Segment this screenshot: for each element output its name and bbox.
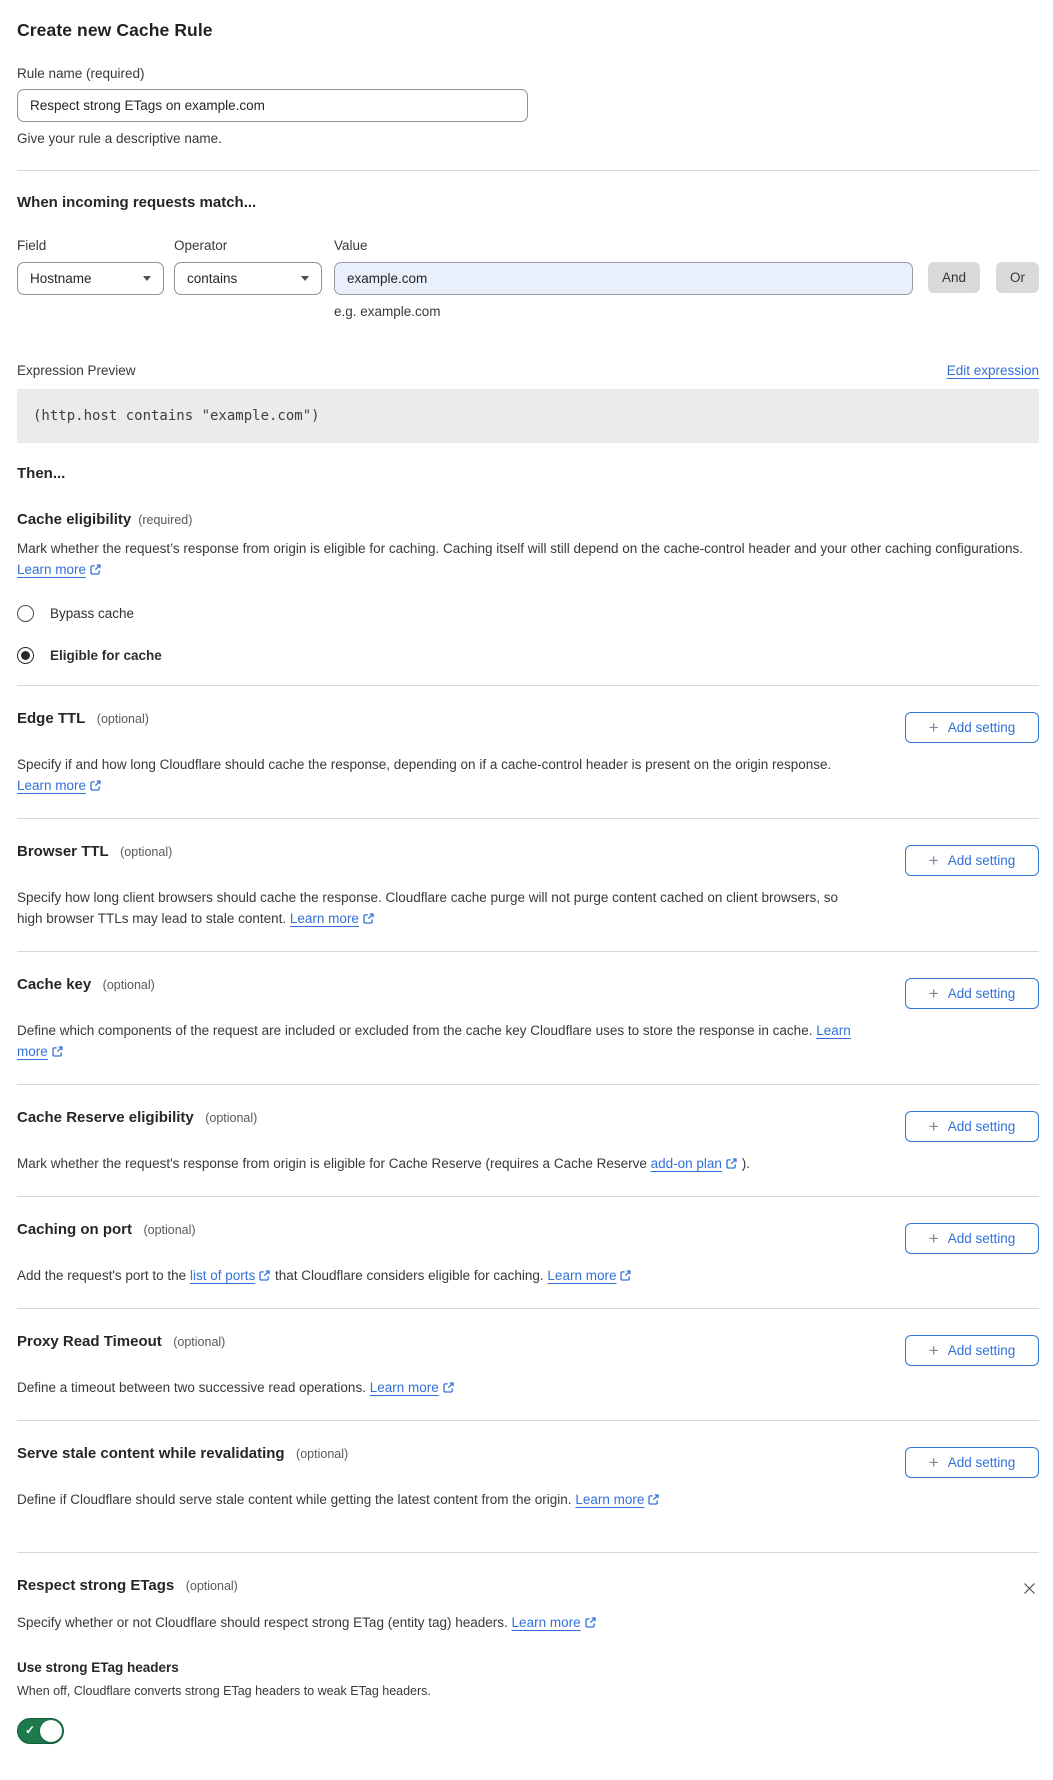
external-link-icon xyxy=(442,1379,455,1400)
operator-column xyxy=(174,238,322,319)
setting-description: Specify if and how long Cloudflare should cache the response, depending on if a cache-control header is present on the origin response. Learn more xyxy=(17,754,865,798)
rule-name-section xyxy=(17,66,1039,146)
optional-badge: (optional) xyxy=(205,1111,258,1125)
cache-eligibility-options xyxy=(17,603,1039,666)
plus-icon: + xyxy=(928,851,939,870)
cache-eligibility-title: Cache eligibility xyxy=(17,511,132,528)
field-select[interactable] xyxy=(17,262,164,295)
add-setting-button[interactable]: + Add setting xyxy=(905,1335,1039,1366)
radio-icon xyxy=(17,605,34,622)
and-or-buttons xyxy=(928,238,1039,319)
chevron-down-icon xyxy=(143,276,151,281)
setting-description: Add the request's port to the list of ports that Cloudflare considers eligible for caching. Learn more xyxy=(17,1265,865,1288)
operator-label: Operator xyxy=(174,238,228,253)
setting-title: Browser TTL xyxy=(17,843,109,860)
rule-name-helper: Give your rule a descriptive name. xyxy=(17,131,222,146)
setting-proxy-read-timeout xyxy=(17,1308,1039,1420)
plus-icon: + xyxy=(928,1229,939,1248)
optional-badge: (optional) xyxy=(296,1447,349,1461)
setting-caching-on-port xyxy=(17,1196,1039,1308)
setting-title: Edge TTL xyxy=(17,710,86,727)
operator-select[interactable] xyxy=(174,262,322,295)
field-column xyxy=(17,238,164,319)
close-icon[interactable] xyxy=(1020,1579,1039,1601)
add-setting-button[interactable]: + Add setting xyxy=(905,1223,1039,1254)
external-link-icon xyxy=(725,1155,738,1176)
add-setting-button[interactable]: + Add setting xyxy=(905,1447,1039,1478)
external-link-icon xyxy=(647,1491,660,1512)
use-strong-etag-headers-description: When off, Cloudflare converts strong ETag headers to weak ETag headers. xyxy=(17,1684,431,1698)
plus-icon: + xyxy=(928,1117,939,1136)
setting-cache-reserve-eligibility xyxy=(17,1084,1039,1196)
field-label: Field xyxy=(17,238,47,253)
expression-preview-label: Expression Preview xyxy=(17,363,136,378)
setting-serve-stale-content xyxy=(17,1420,1039,1532)
learn-more-link[interactable]: Learn more xyxy=(547,1268,632,1283)
value-column xyxy=(334,238,913,319)
setting-title: Caching on port xyxy=(17,1221,132,1238)
match-heading: When incoming requests match... xyxy=(17,194,257,211)
optional-badge: (optional) xyxy=(143,1223,196,1237)
setting-description: Specify how long client browsers should cache the response. Cloudflare cache purge will not purge content cached on client browsers, so high browser TTLs may lead to stale content. Learn more xyxy=(17,887,865,931)
radio-icon xyxy=(17,647,34,664)
plus-icon: + xyxy=(928,1453,939,1472)
edit-expression-link[interactable]: Edit expression xyxy=(946,363,1039,378)
add-on-plan-link[interactable]: add-on plan xyxy=(651,1156,738,1171)
cache-eligibility-section xyxy=(17,511,1039,666)
optional-badge: (optional) xyxy=(120,845,173,859)
radio-bypass-cache[interactable]: Bypass cache xyxy=(17,603,1039,624)
plus-icon: + xyxy=(928,1341,939,1360)
setting-title: Proxy Read Timeout xyxy=(17,1333,162,1350)
and-button[interactable]: And xyxy=(928,262,980,293)
setting-browser-ttl xyxy=(17,818,1039,951)
add-setting-button[interactable]: + Add setting xyxy=(905,1111,1039,1142)
required-badge: (required) xyxy=(138,513,193,527)
setting-description: Specify whether or not Cloudflare should respect strong ETag (entity tag) headers. Learn more xyxy=(17,1612,1039,1635)
radio-eligible-for-cache[interactable]: Eligible for cache xyxy=(17,645,1039,666)
external-link-icon xyxy=(619,1267,632,1288)
setting-description: Define which components of the request are included or excluded from the cache key Cloudflare uses to store the response in cache. Learn more xyxy=(17,1020,865,1064)
field-select-value: Hostname xyxy=(30,271,92,286)
value-label: Value xyxy=(334,238,368,253)
setting-title: Serve stale content while revalidating xyxy=(17,1445,285,1462)
setting-title: Cache Reserve eligibility xyxy=(17,1109,194,1126)
plus-icon: + xyxy=(928,984,939,1003)
external-link-icon xyxy=(362,910,375,931)
setting-edge-ttl xyxy=(17,685,1039,818)
add-setting-button[interactable]: + Add setting xyxy=(905,978,1039,1009)
cache-eligibility-description: Mark whether the request’s response from origin is eligible for caching. Caching itself will still depend on the cache-control header and your other caching configurations. Learn more xyxy=(17,538,1029,582)
strong-etag-toggle[interactable] xyxy=(17,1718,64,1744)
setting-description: Define a timeout between two successive read operations. Learn more xyxy=(17,1377,865,1400)
learn-more-link[interactable]: Learn more xyxy=(17,562,102,577)
expression-preview-header xyxy=(17,363,1039,378)
external-link-icon xyxy=(89,777,102,798)
setting-description: Define if Cloudflare should serve stale content while getting the latest content from the origin. Learn more xyxy=(17,1489,865,1512)
operator-select-value: contains xyxy=(187,271,238,286)
value-helper: e.g. example.com xyxy=(334,304,441,319)
use-strong-etag-headers-label: Use strong ETag headers xyxy=(17,1660,179,1675)
add-setting-button[interactable]: + Add setting xyxy=(905,712,1039,743)
optional-badge: (optional) xyxy=(185,1579,238,1593)
or-button[interactable]: Or xyxy=(996,262,1039,293)
learn-more-link[interactable]: Learn more xyxy=(512,1615,597,1630)
add-setting-button[interactable]: + Add setting xyxy=(905,845,1039,876)
learn-more-link[interactable]: Learn more xyxy=(17,778,102,793)
page-title: Create new Cache Rule xyxy=(17,20,213,40)
setting-title: Respect strong ETags xyxy=(17,1577,175,1594)
external-link-icon xyxy=(258,1267,271,1288)
then-heading: Then... xyxy=(17,465,66,482)
learn-more-link[interactable]: Learn more xyxy=(17,1023,851,1059)
toggle-knob xyxy=(40,1720,62,1742)
external-link-icon xyxy=(51,1043,64,1064)
chevron-down-icon xyxy=(301,276,309,281)
rule-name-label: Rule name (required) xyxy=(17,66,145,81)
external-link-icon xyxy=(584,1614,597,1635)
learn-more-link[interactable]: Learn more xyxy=(290,911,375,926)
setting-title: Cache key xyxy=(17,976,92,993)
setting-description: Mark whether the request's response from origin is eligible for Cache Reserve (requires a Cache Reserve add-on plan ). xyxy=(17,1153,865,1176)
optional-badge: (optional) xyxy=(96,712,149,726)
setting-cache-key xyxy=(17,951,1039,1084)
optional-badge: (optional) xyxy=(173,1335,226,1349)
check-icon: ✓ xyxy=(25,1723,36,1737)
plus-icon: + xyxy=(928,718,939,737)
external-link-icon xyxy=(89,561,102,582)
value-input[interactable] xyxy=(334,262,913,295)
optional-badge: (optional) xyxy=(102,978,155,992)
list-of-ports-link[interactable]: list of ports xyxy=(190,1268,271,1283)
learn-more-link[interactable]: Learn more xyxy=(575,1492,660,1507)
match-builder-row xyxy=(17,238,1039,319)
setting-respect-strong-etags xyxy=(17,1552,1039,1744)
rule-name-input[interactable] xyxy=(17,89,528,122)
expression-preview-code: (http.host contains "example.com") xyxy=(17,389,1039,443)
learn-more-link[interactable]: Learn more xyxy=(370,1380,455,1395)
divider xyxy=(17,170,1039,171)
